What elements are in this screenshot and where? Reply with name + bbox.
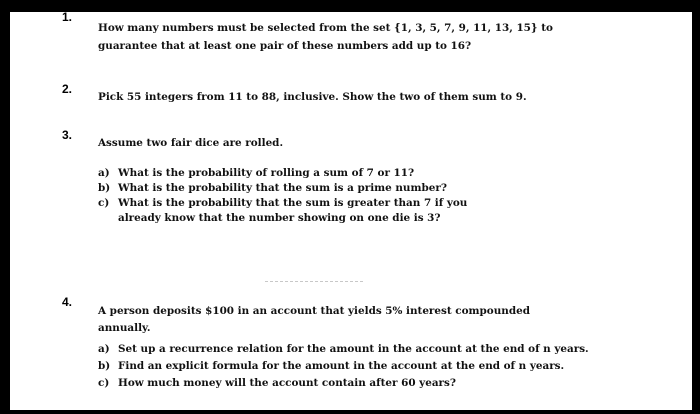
part-label: b): [98, 182, 111, 194]
part-text: Find an explicit formula for the amount in the account at the end of n years.: [118, 360, 565, 372]
question-3-line-1: Assume two fair dice are rolled.: [98, 137, 284, 149]
question-4-line-2: annually.: [98, 322, 151, 334]
part-label: a): [98, 167, 110, 179]
part-text: What is the probability that the sum is greater than 7 if you: [118, 197, 468, 209]
question-3-part-c-continuation: already know that the number showing on one die is 3?: [118, 212, 441, 224]
question-3-part-a: [98, 166, 414, 181]
question-4-part-c: [98, 376, 456, 391]
document-page: [10, 12, 692, 410]
part-label: c): [98, 197, 110, 209]
question-3-number: 3.: [62, 128, 73, 142]
part-text: Set up a recurrence relation for the amount in the account at the end of n years.: [118, 343, 589, 355]
faint-divider: [265, 281, 363, 282]
question-3-part-b: [98, 181, 447, 196]
question-2-number: 2.: [62, 82, 73, 96]
question-4-part-b: [98, 359, 564, 374]
question-4-number: 4.: [62, 295, 73, 309]
part-label: c): [98, 377, 110, 389]
question-1-line-2: guarantee that at least one pair of these numbers add up to 16?: [98, 40, 472, 52]
part-text: What is the probability that the sum is a prime number?: [118, 182, 447, 194]
part-text: How much money will the account contain after 60 years?: [118, 377, 456, 389]
question-4-part-a: [98, 342, 589, 357]
part-label: b): [98, 360, 111, 372]
part-label: a): [98, 343, 110, 355]
question-1-line-1: How many numbers must be selected from the set {1, 3, 5, 7, 9, 11, 13, 15} to: [98, 22, 553, 34]
question-3-part-c: [98, 196, 467, 211]
part-text: What is the probability of rolling a sum of 7 or 11?: [118, 167, 415, 179]
question-2-line-1: Pick 55 integers from 11 to 88, inclusive. Show the two of them sum to 9.: [98, 91, 527, 103]
question-1-number: 1.: [62, 10, 73, 24]
question-4-line-1: A person deposits $100 in an account that yields 5% interest compounded: [98, 305, 530, 317]
